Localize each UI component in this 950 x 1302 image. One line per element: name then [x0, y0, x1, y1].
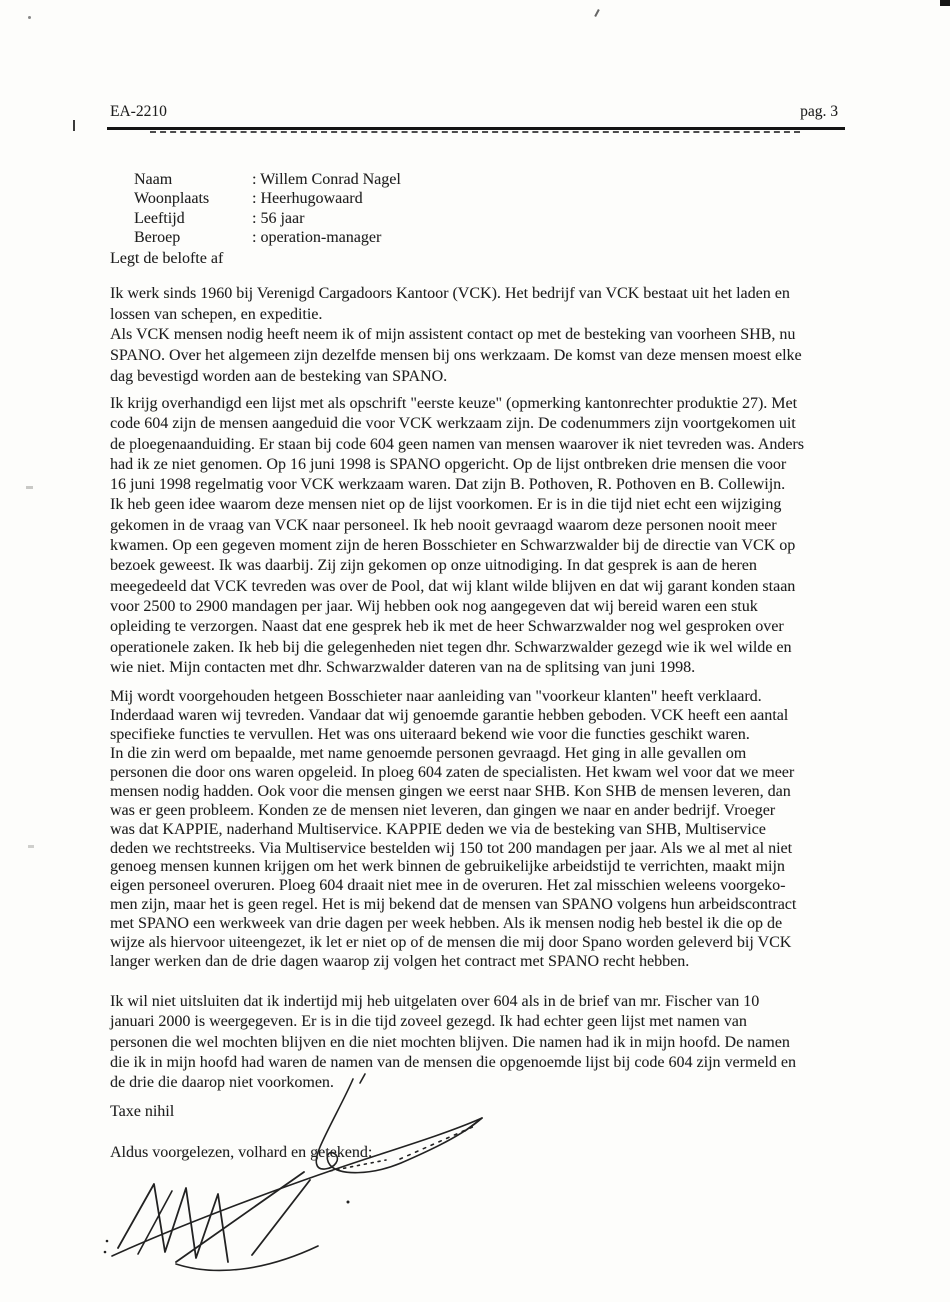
field-value: 56 jaar	[260, 209, 305, 227]
signature-stroke	[360, 1074, 365, 1083]
text-line: personen die door ons waren opgeleid. In ploeg 604 zaten de specialisten. Het kwam wel voor dat we meer	[110, 763, 795, 781]
text-line: kwamen. Op een gegeven moment zijn de heren Bosschieter en Schwarzwalder bij de directie van VCK op	[110, 537, 796, 555]
header-rule-dashed	[150, 131, 800, 133]
text-line: de ploegenaanduiding. Er staan bij code 604 geen namen van mensen waarover ik niet tevreden was. Anders	[110, 435, 804, 453]
ink-dot	[347, 1201, 350, 1204]
page-number: pag. 3	[800, 103, 838, 120]
field-label: Naam	[134, 170, 173, 188]
signature-scribble	[78, 1038, 518, 1293]
text-line: Ik krijg overhandigd een lijst met als opschrift "eerste keuze" (opmerking kantonrechter produktie 27). Met	[110, 395, 798, 412]
text-line: was er geen probleem. Konden ze de mensen niet leveren, dan gingen we naar en ander bedrijf. Vroeger	[110, 801, 776, 819]
statement-paragraph-1	[110, 284, 880, 387]
document-code: EA-2210	[110, 103, 167, 120]
text-line: mensen nodig hadden. Ook voor die mensen gingen we eerst naar SHB. Kon SHB de mensen leveren, dan	[110, 782, 791, 800]
taxe-nihil-line: Taxe nihil	[110, 1103, 175, 1120]
scan-speck	[940, 0, 950, 6]
field-label: Leeftijd	[134, 209, 185, 227]
text-line: was dat KAPPIE, naderhand Multiservice. KAPPIE deden we via de besteking van SHB, Multiservice	[110, 820, 766, 838]
field-value: Heerhugowaard	[260, 190, 363, 208]
text-line: Ik werk sinds 1960 bij Verenigd Cargadoors Kantoor (VCK). Het bedrijf van VCK bestaat uit het laden en	[110, 285, 790, 302]
text-line: Ik heb geen idee waarom deze mensen niet op de lijst voorkomen. Er is in die tijd niet echt een wijziging	[110, 496, 782, 514]
signature-stroke	[176, 1246, 318, 1270]
text-line: SPANO. Over het algemeen zijn dezelfde mensen bij ons werkzaam. De komst van deze mensen moest elke	[110, 347, 802, 365]
text-line: voor 2500 to 2900 mandagen per jaar. Wij hebben ook nog aangegeven dat wij bereid waren een stuk	[110, 597, 758, 615]
text-line: Inderdaad waren wij tevreden. Vandaar dat wij genoemde garantie hebben geboden. VCK heeft een aantal	[110, 706, 789, 724]
field-separator: :	[252, 229, 257, 247]
text-line: specifieke functies te vervullen. Het was ons uiteraard bekend wie voor die functies geschikt waren.	[110, 725, 750, 743]
text-line: die ik in mijn hoofd had waren de namen van de mensen die opgenoemde lijst bij code 604 zijn vermeld en	[110, 1053, 797, 1071]
ink-dot	[104, 1251, 107, 1254]
signature-stroke	[252, 1180, 310, 1255]
statement-paragraph-2	[110, 394, 880, 678]
text-line: Als VCK mensen nodig heeft neem ik of mijn assistent contact op met de besteking van voorheen SHB, nu	[110, 326, 796, 344]
scan-speck	[28, 16, 31, 19]
text-line: personen die wel mochten blijven en die niet mochten blijven. Die namen had ik in mijn hoofd. De namen	[110, 1033, 790, 1051]
signature-stroke	[176, 1172, 304, 1262]
ink-dot	[106, 1240, 109, 1243]
scan-speck	[28, 845, 34, 848]
text-line: meegedeeld dat VCK tevreden was over de Pool, dat wij klant wilde blijven en dat wij garant konden staan	[110, 577, 796, 595]
field-separator: :	[252, 190, 257, 208]
text-line: wie niet. Mijn contacten met dhr. Schwarzwalder dateren van na de splitsing van juni 1998.	[110, 658, 696, 676]
text-line: langer werken dan de drie dagen waarop zij volgen het contract met SPANO recht hebben.	[110, 953, 690, 971]
text-line: dag bevestigd worden aan de besteking van SPANO.	[110, 367, 448, 385]
text-line: januari 2000 is weergegeven. Er is in die tijd zoveel gezegd. Ik had echter geen lijst met namen van	[110, 1013, 747, 1031]
text-line: eigen personeel overuren. Ploeg 604 draait niet mee in de overuren. Het zal misschien weleens voorgeko-	[110, 877, 786, 895]
field-label: Woonplaats	[134, 190, 210, 208]
text-line: wijze als hiervoor uiteengezet, ik let er niet op of de mensen die mij door Spano worden geleverd bij VCK	[110, 934, 792, 952]
text-line: men zijn, maar het is geen regel. Het is mij bekend dat de mensen van SPANO volgens hun arbeidscontract	[110, 896, 797, 914]
text-line: operationele zaken. Ik heb bij die gelegenheden niet tegen dhr. Schwarzwalder gezegd wie ik wel wilde en	[110, 638, 792, 656]
margin-tick-mark	[73, 120, 75, 131]
field-row-naam	[110, 150, 401, 188]
statement-paragraph-3	[110, 688, 880, 972]
text-line: 16 juni 1998 regelmatig voor VCK werkzaam waren. Dat zijn B. Pothoven, R. Pothoven en B. Collewijn.	[110, 476, 786, 494]
signature-stroke	[112, 1118, 482, 1256]
text-line: lossen van schepen, en expeditie.	[110, 305, 323, 323]
text-line: de drie die daarop niet voorkomen.	[110, 1074, 334, 1092]
text-line: In die zin werd om bepaalde, met name genoemde personen gevraagd. Het ging in alle gevallen om	[110, 744, 747, 762]
text-line: opleiding te verzorgen. Naast dat ene gesprek heb ik met de heer Schwarzwalder nog wel gesproken over	[110, 618, 784, 636]
oath-line: Legt de belofte af	[110, 250, 224, 267]
page-header	[110, 103, 838, 121]
signature-stroke	[118, 1184, 228, 1262]
person-details	[110, 150, 401, 247]
text-line: deden we rechtstreeks. Via Multiservice bestelden wij 150 tot 200 mandagen per jaar. Als we al met al niet	[110, 839, 793, 857]
scan-speck	[26, 486, 33, 489]
field-value: operation-manager	[260, 229, 382, 247]
text-line: genoeg mensen kunnen krijgen om het werk binnen de gebruikelijke arbeidstijd te verrichten, maakt mijn	[110, 858, 785, 876]
field-separator: :	[252, 209, 257, 227]
signature-stroke	[316, 1079, 482, 1173]
text-line: bezoek geweest. Ik was daarbij. Zij zijn gekomen op onze uitnodiging. In dat gesprek is aan de heren	[110, 557, 757, 575]
text-line: had ik ze niet genomen. Op 16 juni 1998 is SPANO opgericht. Op de lijst ontbreken drie mensen die voor	[110, 455, 787, 473]
text-line: Ik wil niet uitsluiten dat ik indertijd mij heb uitgelaten over 604 als in de brief van mr. Fischer van 10	[110, 993, 760, 1010]
header-rule-solid	[107, 127, 845, 130]
text-line: code 604 zijn de mensen aangeduid die voor VCK werkzaam zijn. De codenummers zijn voortgekomen uit	[110, 415, 796, 433]
text-line: met SPANO een werkweek van drie dagen per week hebben. Als ik mensen nodig heb bestel ik die op de	[110, 915, 783, 933]
scan-speck	[594, 9, 600, 17]
text-line: Mij wordt voorgehouden hetgeen Bosschieter naar aanleiding van "voorkeur klanten" heeft verklaard.	[110, 688, 762, 705]
field-separator: :	[252, 170, 257, 188]
field-value: Willem Conrad Nagel	[260, 170, 401, 188]
field-label: Beroep	[134, 229, 181, 247]
text-line: gekomen in de vraag van VCK naar personeel. Ik heb nooit gevraagd waarom deze personen nooit meer	[110, 516, 777, 534]
signed-line: Aldus voorgelezen, volhard en getekend:	[110, 1144, 373, 1161]
